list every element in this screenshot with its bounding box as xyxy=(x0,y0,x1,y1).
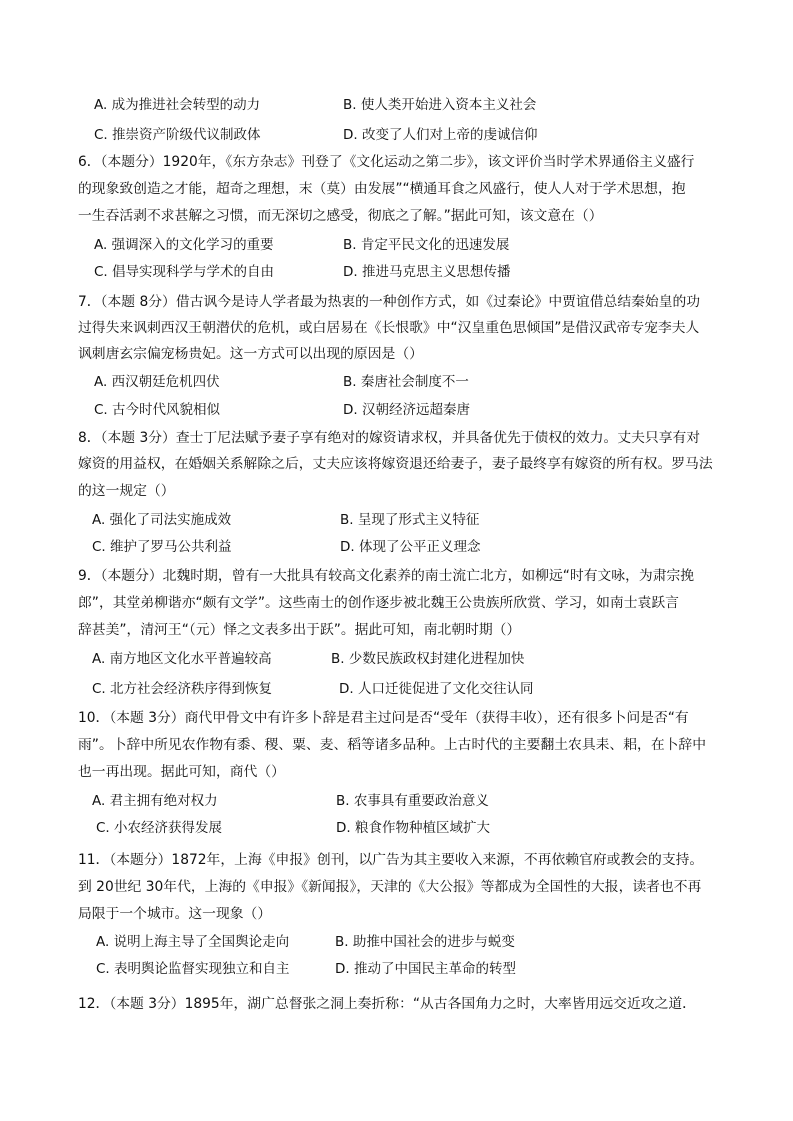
q7-option-b[interactable]: B. 秦唐社会制度不一 xyxy=(343,374,469,390)
q11-stem-line-2: 到 20世纪 30年代，上海的《申报》《新闻报》，天津的《大公报》等都成为全国性的大报，读者也不再 xyxy=(78,879,702,895)
q6-stem-line-2: 的现象致创造之才能，超奇之理想，末（莫）由发展”“横通耳食之风盛行，使人人对于学术思想，抱 xyxy=(78,181,686,197)
q12-stem-line-1: 12．（本题 3分）1895年，湖广总督张之洞上奏折称：“从古各国角力之时，大率皆用远交近攻之道． xyxy=(78,996,696,1012)
q11-stem-line-1: 11．（本题分）1872年，上海《申报》创刊，以广告为其主要收入来源，不再依赖官府或教会的支持。 xyxy=(78,852,704,868)
q11-options-row-2 xyxy=(0,957,793,981)
q9-stem-line-1: 9．（本题分）北魏时期，曾有一大批具有较高文化素养的南士流亡北方，如柳远“时有文咏，为肃宗挽 xyxy=(78,568,695,584)
q9-options-row-1 xyxy=(0,647,793,671)
q11-option-a[interactable]: A. 说明上海主导了全国舆论走向 xyxy=(96,934,290,950)
q9-option-d[interactable]: D. 人口迁徙促进了文化交往认同 xyxy=(339,681,534,697)
q6-option-d[interactable]: D. 推进马克思主义思想传播 xyxy=(343,264,511,280)
q7-stem-line-1: 7．（本题 8分）借古讽今是诗人学者最为热衷的一种创作方式，如《过秦论》中贾谊借总结秦始皇的功 xyxy=(78,294,701,310)
q6-option-b[interactable]: B. 肯定平民文化的迅速发展 xyxy=(343,237,510,253)
q10-stem-line-3: 也一再出现。据此可知，商代（） xyxy=(78,764,285,780)
q5-option-c[interactable]: C. 推崇资产阶级代议制政体 xyxy=(94,127,261,143)
q10-option-b[interactable]: B. 农事具有重要政治意义 xyxy=(336,793,489,809)
q11-option-d[interactable]: D. 推动了中国民主革命的转型 xyxy=(335,961,516,977)
q8-option-d[interactable]: D. 体现了公平正义理念 xyxy=(340,539,481,555)
q11-options-row-1 xyxy=(0,930,793,954)
q10-options-row-1 xyxy=(0,789,793,813)
q7-stem-line-3: 讽刺唐玄宗偏宠杨贵妃。这一方式可以出现的原因是（） xyxy=(78,346,423,362)
q8-options-row-2 xyxy=(0,535,793,559)
q11-option-c[interactable]: C. 表明舆论监督实现独立和自主 xyxy=(96,961,290,977)
q8-option-b[interactable]: B. 呈现了形式主义特征 xyxy=(340,512,480,528)
q8-option-c[interactable]: C. 维护了罗马公共利益 xyxy=(92,539,232,555)
q5-options-row-1 xyxy=(0,93,793,117)
q8-stem-line-2: 嫁资的用益权，在婚姻关系解除之后，丈夫应该将嫁资退还给妻子，妻子最终享有嫁资的所有权。罗马法 xyxy=(78,456,713,472)
q10-options-row-2 xyxy=(0,816,793,840)
q8-option-a[interactable]: A. 强化了司法实施成效 xyxy=(92,512,232,528)
q6-option-c[interactable]: C. 倡导实现科学与学术的自由 xyxy=(94,264,275,280)
q10-option-a[interactable]: A. 君主拥有绝对权力 xyxy=(92,793,218,809)
q7-option-d[interactable]: D. 汉朝经济远超秦唐 xyxy=(343,402,470,418)
q5-option-a[interactable]: A. 成为推进社会转型的动力 xyxy=(94,97,261,113)
q9-option-c[interactable]: C. 北方社会经济秩序得到恢复 xyxy=(92,681,273,697)
q5-options-row-2 xyxy=(0,123,793,147)
q8-stem-line-1: 8．（本题 3分）查士丁尼法赋予妻子享有绝对的嫁资请求权，并具备优先于债权的效力。丈夫只享有对 xyxy=(78,430,701,446)
q8-options-row-1 xyxy=(0,508,793,532)
q11-stem-line-3: 局限于一个城市。这一现象（） xyxy=(78,906,272,922)
q9-stem-line-3: 辞甚美”，清河王“（元）怿之文表多出于跃”。据此可知，南北朝时期（） xyxy=(78,622,521,638)
q7-option-a[interactable]: A. 西汉朝廷危机四伏 xyxy=(94,374,220,390)
q6-stem-line-3: 一生吞活剥不求甚解之习惯，而无深切之感受，彻底之了解。”据此可知，该文意在（） xyxy=(78,208,603,224)
q7-options-row-1 xyxy=(0,370,793,394)
q6-options-row-1 xyxy=(0,233,793,257)
q6-option-a[interactable]: A. 强调深入的文化学习的重要 xyxy=(94,237,274,253)
q7-options-row-2 xyxy=(0,398,793,422)
q5-option-b[interactable]: B. 使人类开始进入资本主义社会 xyxy=(343,97,537,113)
q10-stem-line-2: 雨”。卜辞中所见农作物有黍、稷、粟、麦、稻等诸多品种。上古时代的主要翻土农具耒、耜，在卜辞中 xyxy=(78,737,707,753)
q11-option-b[interactable]: B. 助推中国社会的进步与蜕变 xyxy=(335,934,515,950)
q9-option-b[interactable]: B. 少数民族政权封建化进程加快 xyxy=(331,651,525,667)
q8-stem-line-3: 的这一规定（） xyxy=(78,483,175,499)
q5-option-d[interactable]: D. 改变了人们对上帝的虔诚信仰 xyxy=(343,127,538,143)
q6-stem-line-1: 6．（本题分）1920年，《东方杂志》刊登了《文化运动之第二步》，该文评价当时学术界通俗主义盛行 xyxy=(78,154,695,170)
q10-stem-line-1: 10．（本题 3分）商代甲骨文中有许多卜辞是君主过问是否“受年（获得丰收），还有很多卜问是否“有 xyxy=(78,710,689,726)
q10-option-d[interactable]: D. 粮食作物种植区域扩大 xyxy=(336,820,490,836)
q9-options-row-2 xyxy=(0,677,793,701)
q10-option-c[interactable]: C. 小农经济获得发展 xyxy=(96,820,223,836)
q7-stem-line-2: 过得失来讽刺西汉王朝潜伏的危机，或白居易在《长恨歌》中“汉皇重色思倾国”是借汉武帝专宠李夫人 xyxy=(78,320,700,336)
q9-stem-line-2: 郎”，其堂弟柳谐亦“颇有文学”。这些南士的创作逐步被北魏王公贵族所欣赏、学习，如南士袁跃言 xyxy=(78,595,679,611)
q6-options-row-2 xyxy=(0,260,793,284)
q7-option-c[interactable]: C. 古今时代风貌相似 xyxy=(94,402,221,418)
q9-option-a[interactable]: A. 南方地区文化水平普遍较高 xyxy=(92,651,272,667)
